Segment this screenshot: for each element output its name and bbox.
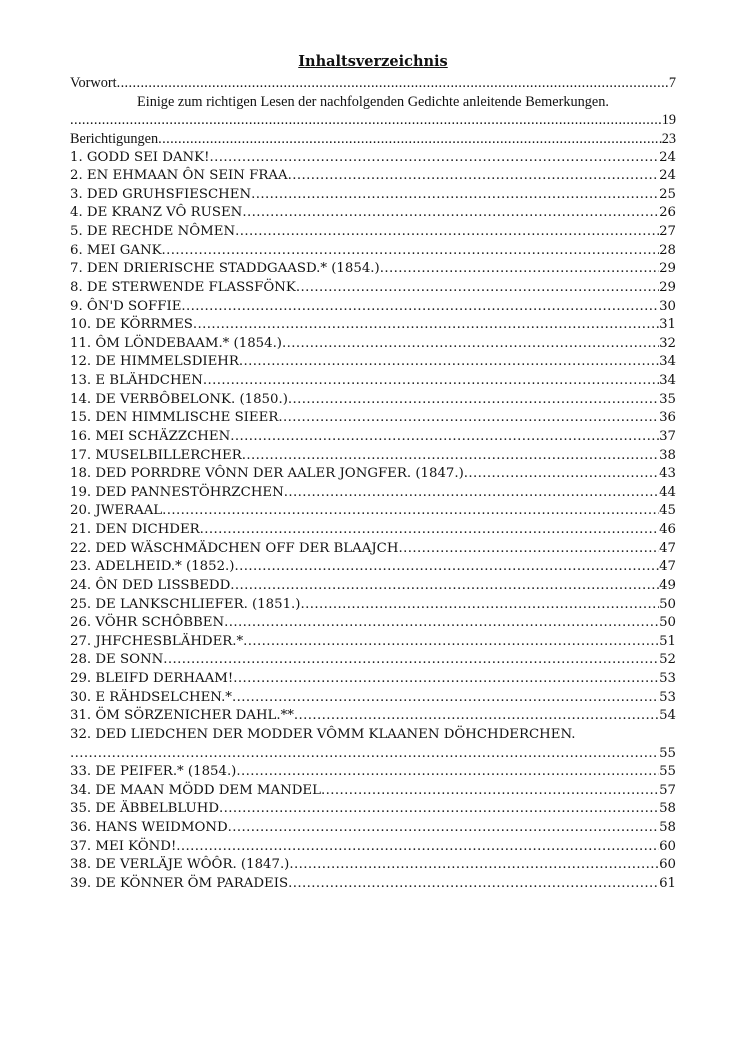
toc-entry-page: 7 bbox=[668, 75, 676, 91]
toc-entry-page: 46 bbox=[659, 522, 676, 537]
toc-entry-page: 34 bbox=[659, 373, 676, 388]
toc-entry-title: 8. DE STERWENDE FLASSFÖNK bbox=[70, 279, 296, 295]
toc-entry-title: 17. MUSELBILLERCHER bbox=[70, 447, 242, 463]
toc-dot-leader bbox=[70, 111, 662, 130]
toc-entry bbox=[70, 577, 676, 596]
toc-entry-page: 55 bbox=[659, 764, 676, 780]
toc-entry-page: 47 bbox=[659, 540, 676, 556]
toc-entry-title: 23. ADELHEID.* (1852.) bbox=[70, 559, 235, 575]
toc-entry-page: 61 bbox=[659, 875, 676, 891]
toc-entry bbox=[70, 670, 676, 689]
toc-dot-leader bbox=[162, 502, 659, 521]
toc-dot-leader bbox=[193, 316, 659, 335]
toc-entry-page: 29 bbox=[659, 261, 676, 277]
toc-entry-page: 37 bbox=[659, 428, 676, 444]
toc-entry-page: 58 bbox=[659, 820, 676, 835]
toc-dot-leader bbox=[181, 298, 659, 317]
toc-entry-page: 31 bbox=[659, 317, 676, 333]
toc-dot-leader bbox=[251, 186, 659, 205]
toc-entry-page: 50 bbox=[659, 596, 676, 612]
toc-entry bbox=[70, 484, 676, 503]
toc-entry bbox=[70, 689, 676, 708]
toc-dot-leader bbox=[176, 838, 659, 857]
toc-entry-page: 38 bbox=[659, 447, 676, 463]
toc-dot-leader bbox=[203, 372, 659, 391]
toc-entry bbox=[70, 763, 676, 782]
toc-entry bbox=[70, 260, 676, 279]
toc-entry-page: 30 bbox=[659, 298, 676, 314]
toc-entry-title: 36. HANS WEIDMOND bbox=[70, 820, 228, 835]
toc-dot-leader bbox=[464, 465, 659, 484]
toc-entry bbox=[70, 819, 676, 838]
toc-entry-title: 31. ÖM SÖRZENICHER DAHL.** bbox=[70, 708, 294, 724]
toc-entry-title: Berichtigungen bbox=[70, 130, 159, 147]
toc-entry bbox=[70, 465, 676, 484]
toc-dot-leader bbox=[380, 260, 659, 279]
toc-entry-title: 37. MEI KÖND! bbox=[70, 838, 177, 854]
toc-entry bbox=[70, 298, 676, 317]
toc-entry bbox=[70, 521, 676, 540]
toc-dot-leader bbox=[200, 521, 659, 540]
toc-entry-title: 12. DE HIMMELSDIEHR bbox=[70, 354, 239, 370]
toc-entry-page: 28 bbox=[659, 242, 676, 258]
toc-entry-title: 30. E RÄHDSELCHEN.* bbox=[70, 689, 232, 705]
toc-entry bbox=[70, 800, 676, 819]
toc-entry-page: 54 bbox=[659, 708, 676, 724]
toc-entry-page: 47 bbox=[659, 559, 676, 575]
toc-entry bbox=[70, 372, 676, 391]
page-title: Inhaltsverzeichnis bbox=[298, 53, 448, 70]
toc-entry bbox=[70, 502, 676, 521]
toc-dot-leader bbox=[117, 74, 669, 93]
toc-dot-leader bbox=[232, 689, 659, 708]
toc-dot-leader bbox=[228, 819, 659, 838]
toc-entry-page: 45 bbox=[659, 503, 676, 519]
toc-entry-title: 16. MEI SCHÄZZCHEN bbox=[70, 428, 231, 444]
toc-dot-leader bbox=[235, 223, 659, 242]
toc-entry bbox=[70, 707, 676, 726]
toc-entry-title: 32. DED LIEDCHEN DER MODDER VÔMM KLAANEN DÖHCHDERCHEN. bbox=[70, 726, 576, 742]
toc-dot-leader bbox=[234, 558, 659, 577]
toc-entry-page: 25 bbox=[659, 186, 676, 202]
toc-entry bbox=[70, 745, 676, 764]
toc-entry bbox=[70, 316, 676, 335]
toc-dot-leader bbox=[230, 428, 659, 447]
toc-entry-page: 44 bbox=[659, 484, 676, 500]
toc-entry bbox=[70, 428, 676, 447]
toc-entry-title: 35. DE ÄBBELBLUHD bbox=[70, 801, 219, 817]
toc-entry bbox=[70, 111, 676, 130]
toc-dot-leader bbox=[162, 242, 660, 261]
toc-dot-leader bbox=[288, 875, 659, 894]
toc-dot-leader bbox=[300, 596, 659, 615]
toc-entry-page: 58 bbox=[659, 801, 676, 817]
toc-entry-page: 55 bbox=[659, 745, 676, 761]
toc-entry-page: 57 bbox=[659, 782, 676, 798]
toc-dot-leader bbox=[233, 670, 659, 689]
toc-entry bbox=[70, 335, 676, 354]
toc-dot-leader bbox=[158, 130, 662, 149]
toc-entry-page: 53 bbox=[659, 689, 676, 705]
toc-entry bbox=[70, 391, 676, 410]
toc-entry-title: 18. DED PORRDRE VÔNN DER AALER JONGFER. (1847.) bbox=[70, 466, 464, 482]
toc-dot-leader bbox=[243, 633, 659, 652]
toc-entry-title: 19. DED PANNESTÖHRZCHEN bbox=[70, 484, 284, 500]
toc-entry-title: 34. DE MAAN MÖDD DEM MANDEL bbox=[70, 782, 321, 798]
toc-entry-page: 19 bbox=[661, 112, 676, 129]
toc-entry-title: 15. DEN HIMMLISCHE SIEER bbox=[70, 410, 279, 426]
toc-entry-page: 34 bbox=[659, 354, 676, 370]
toc-entry-title: 20. JWERAAL bbox=[70, 503, 163, 519]
toc-dot-leader bbox=[224, 614, 659, 633]
toc-entry-page: 60 bbox=[659, 857, 676, 873]
toc-entry-title: 25. DE LANKSCHLIEFER. (1851.) bbox=[70, 596, 301, 612]
toc-entry-title: 27. JHFCHESBLÄHDER.* bbox=[70, 633, 244, 649]
toc-entry-title: 28. DE SONN bbox=[70, 652, 164, 668]
toc-entry-title: 13. E BLÄHDCHEN bbox=[70, 373, 203, 388]
toc-entry bbox=[70, 856, 676, 875]
toc-entry-page: 51 bbox=[659, 633, 676, 649]
toc-dot-leader bbox=[242, 447, 659, 466]
toc-entry-page: 53 bbox=[659, 671, 676, 686]
toc-entry bbox=[70, 167, 676, 186]
toc-entry-page: 32 bbox=[659, 335, 676, 351]
toc-entry bbox=[70, 223, 676, 242]
toc-entry-page: 26 bbox=[659, 205, 676, 221]
toc-entry-title: 24. ÔN DED LISSBEDD bbox=[70, 577, 231, 593]
toc-entry bbox=[70, 558, 676, 577]
toc-entry-title: 1. GODD SEI DANK! bbox=[70, 149, 210, 165]
toc-dot-leader bbox=[239, 353, 659, 372]
toc-entry-title: 9. ÔN'D SOFFIE bbox=[70, 298, 182, 314]
toc-entry-title: 7. DEN DRIERISCHE STADDGAASD.* (1854.) bbox=[70, 261, 380, 277]
toc-entry-title: 39. DE KÖNNER ÖM PARADEIS bbox=[70, 875, 289, 891]
toc-entry-page: 35 bbox=[659, 391, 676, 407]
toc-dot-leader bbox=[219, 800, 659, 819]
toc-entry bbox=[70, 596, 676, 615]
toc-dot-leader bbox=[296, 279, 659, 298]
toc-entry-page: 60 bbox=[659, 838, 676, 854]
toc-entry-page: 50 bbox=[659, 615, 676, 631]
toc-entry bbox=[70, 242, 676, 261]
toc-entry-title: 21. DEN DICHDER bbox=[70, 522, 200, 537]
toc-entry-title: Einige zum richtigen Lesen der nachfolgenden Gedichte anleitende Bemerkungen. bbox=[136, 93, 609, 110]
toc-entry-title: Vorwort bbox=[70, 75, 117, 91]
toc-dot-leader bbox=[321, 782, 659, 801]
toc-entry-title: 4. DE KRANZ VÔ RUSEN bbox=[70, 205, 243, 221]
toc-dot-leader bbox=[294, 707, 659, 726]
toc-dot-leader bbox=[288, 391, 659, 410]
toc-dot-leader bbox=[163, 651, 659, 670]
toc-entry-title: 2. EN EHMAAN ÔN SEIN FRAA bbox=[70, 168, 288, 184]
toc-entry-title: 6. MEI GANK bbox=[70, 242, 162, 258]
toc-dot-leader bbox=[284, 484, 659, 503]
toc-entry bbox=[70, 130, 676, 149]
toc-entry bbox=[70, 651, 676, 670]
toc-entry-page: 52 bbox=[659, 652, 676, 668]
toc-dot-leader bbox=[236, 763, 659, 782]
toc-entry bbox=[70, 838, 676, 857]
toc-entry bbox=[70, 409, 676, 428]
toc-entry-title: 22. DED WÄSCHMÄDCHEN OFF DER BLAAJCH bbox=[70, 540, 399, 556]
toc-entry-title: 3. DED GRUHSFIESCHEN bbox=[70, 186, 252, 202]
toc-entry-page: 43 bbox=[659, 466, 676, 482]
toc-entry-page: 49 bbox=[659, 577, 676, 593]
toc-entry-title: 33. DE PEIFER.* (1854.) bbox=[70, 764, 237, 780]
toc-entry-title: 29. BLEIFD DERHAAM! bbox=[70, 671, 234, 686]
toc-entry bbox=[70, 782, 676, 801]
toc-entry-page: 24 bbox=[659, 168, 676, 184]
toc-entry bbox=[70, 540, 676, 559]
toc-entry bbox=[70, 74, 676, 93]
toc-entry-page: 29 bbox=[659, 279, 676, 295]
table-of-contents bbox=[70, 74, 676, 894]
toc-entry-page: 24 bbox=[659, 149, 676, 165]
toc-dot-leader bbox=[288, 167, 659, 186]
toc-dot-leader bbox=[398, 540, 659, 559]
toc-dot-leader bbox=[242, 204, 659, 223]
toc-dot-leader bbox=[70, 745, 659, 764]
toc-entry bbox=[70, 204, 676, 223]
toc-entry bbox=[70, 353, 676, 372]
toc-dot-leader bbox=[230, 577, 659, 596]
toc-entry bbox=[70, 279, 676, 298]
toc-dot-leader bbox=[282, 335, 659, 354]
toc-entry bbox=[70, 633, 676, 652]
toc-entry bbox=[70, 186, 676, 205]
toc-entry-title: 26. VÖHR SCHÔBBEN bbox=[70, 615, 225, 631]
toc-entry-page: 23 bbox=[661, 130, 676, 147]
toc-entry-title: 10. DE KÖRRMES bbox=[70, 317, 193, 333]
toc-entry-title: 38. DE VERLÄJE WÔÔR. (1847.) bbox=[70, 857, 290, 873]
toc-entry-title: 5. DE RECHDE NÔMEN bbox=[70, 224, 236, 239]
toc-entry bbox=[70, 875, 676, 894]
toc-dot-leader bbox=[289, 856, 659, 875]
toc-entry bbox=[70, 447, 676, 466]
toc-entry bbox=[70, 614, 676, 633]
toc-entry-title: 11. ÔM LÖNDEBAAM.* (1854.) bbox=[70, 335, 282, 351]
toc-entry-page: 27 bbox=[659, 224, 676, 239]
toc-dot-leader bbox=[278, 409, 659, 428]
toc-entry-page: 36 bbox=[659, 410, 676, 426]
toc-entry-title: 14. DE VERBÔBELONK. (1850.) bbox=[70, 391, 288, 407]
toc-dot-leader bbox=[209, 149, 659, 168]
toc-entry bbox=[70, 149, 676, 168]
